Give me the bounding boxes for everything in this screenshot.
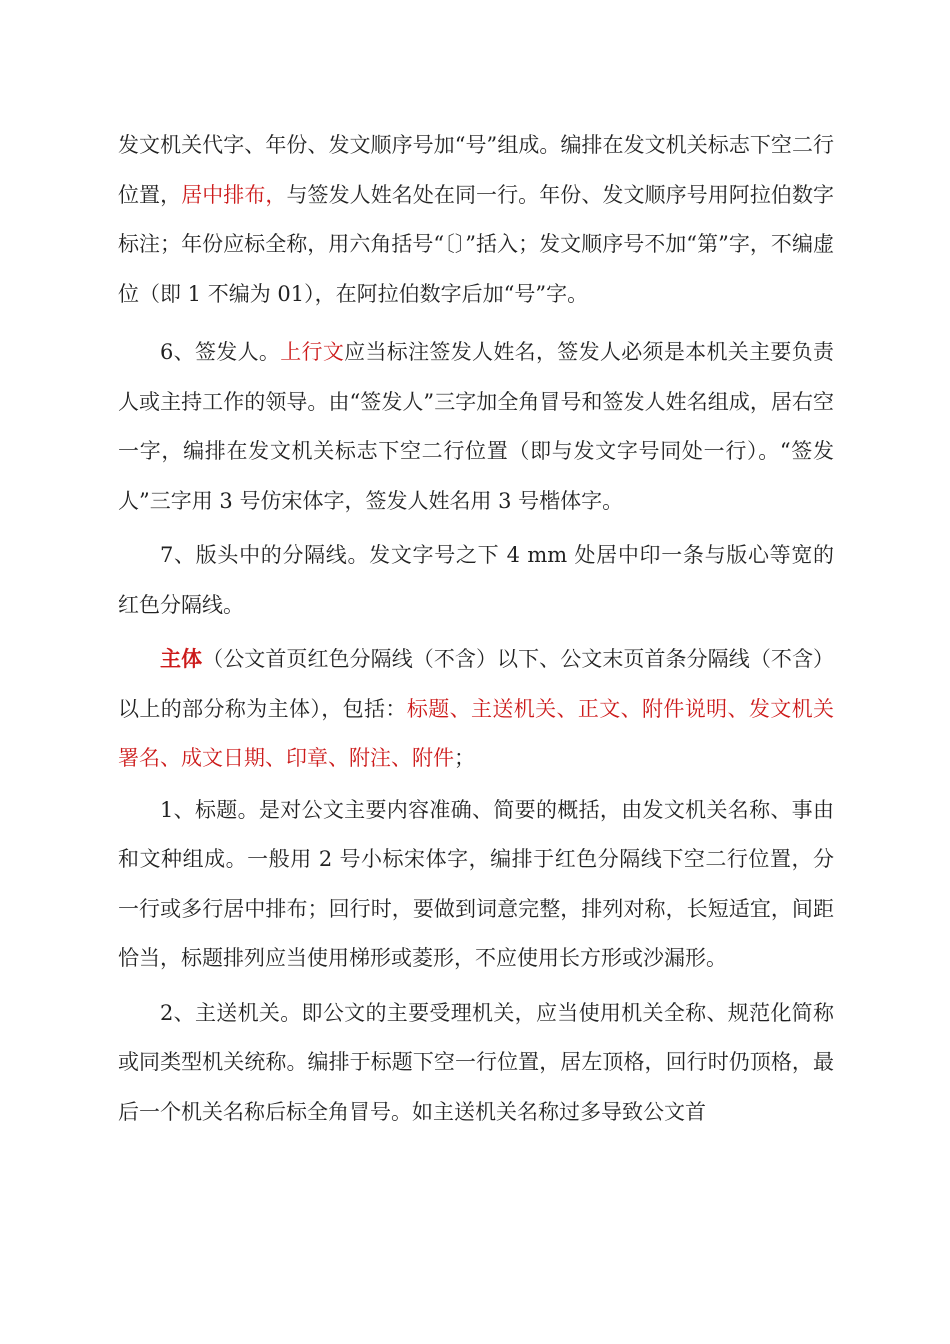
paragraph-separator-line — [118, 531, 834, 630]
highlight-body-parts: 标题、主送机关、正文、附件说明、发文机关署名、成文日期、印章、附注、附件 — [118, 696, 835, 770]
text-run: 发文机关代字、年份、发文顺序号加“号”组成。编排在发文机关标志下空二行位置， — [118, 133, 834, 207]
text-run: 1、标题。是对公文主要内容准确、简要的概括，由发文机关名称、事由和文种组成。一般用 2 号小标宋体字，编排于红色分隔线下空二行位置，分一行或多行居中排布；回行时，要做到词意完整，排列对称，长短适宜，间距恰当，标题排列应当使用梯形或菱形，不应使用长方形或沙漏形。 — [118, 797, 834, 970]
text-run: （公文首页红色分隔线（不含）以下、公文末页首条分隔线（不含）以上的部分称为主体），包括： — [118, 647, 835, 721]
highlight-center-layout: 居中排布， — [181, 182, 287, 207]
paragraph-title — [118, 786, 834, 984]
text-run: ； — [454, 746, 475, 770]
paragraph-main-body — [118, 635, 834, 784]
highlight-upward-document: 上行文 — [280, 340, 345, 364]
text-run: 应当标注签发人姓名，签发人必须是本机关主要负责人或主持工作的领导。由“签发人”三字加全角冒号和签发人姓名组成，居右空一字，编排在发文机关标志下空二行位置（即与发文字号同处一行）。“签发人”三字用 3 号仿宋体字，签发人姓名用 3 号楷体字。 — [118, 340, 835, 513]
heading-main-body: 主体 — [160, 647, 203, 671]
text-run: 与签发人姓名处在同一行。年份、发文顺序号用阿拉伯数字标注；年份应标全称，用六角括号“〔〕”括入；发文顺序号不加“第”字，不编虚位（即 1 不编为 01），在阿拉伯数字后加“号”字。 — [118, 182, 835, 306]
text-run: 7、版头中的分隔线。发文字号之下 4 mm 处居中印一条与版心等宽的红色分隔线。 — [118, 543, 834, 617]
text-run: 2、主送机关。即公文的主要受理机关，应当使用机关全称、规范化简称或同类型机关统称。编排于标题下空一行位置，居左顶格，回行时仍顶格，最后一个机关名称后标全角冒号。如主送机关名称过多导致公文首 — [118, 1000, 834, 1124]
paragraph-recipient — [118, 989, 834, 1138]
paragraph-signer — [118, 328, 834, 526]
paragraph-document-number — [118, 121, 834, 319]
document-page — [118, 121, 834, 1137]
text-run: 6、签发人。 — [160, 340, 281, 364]
